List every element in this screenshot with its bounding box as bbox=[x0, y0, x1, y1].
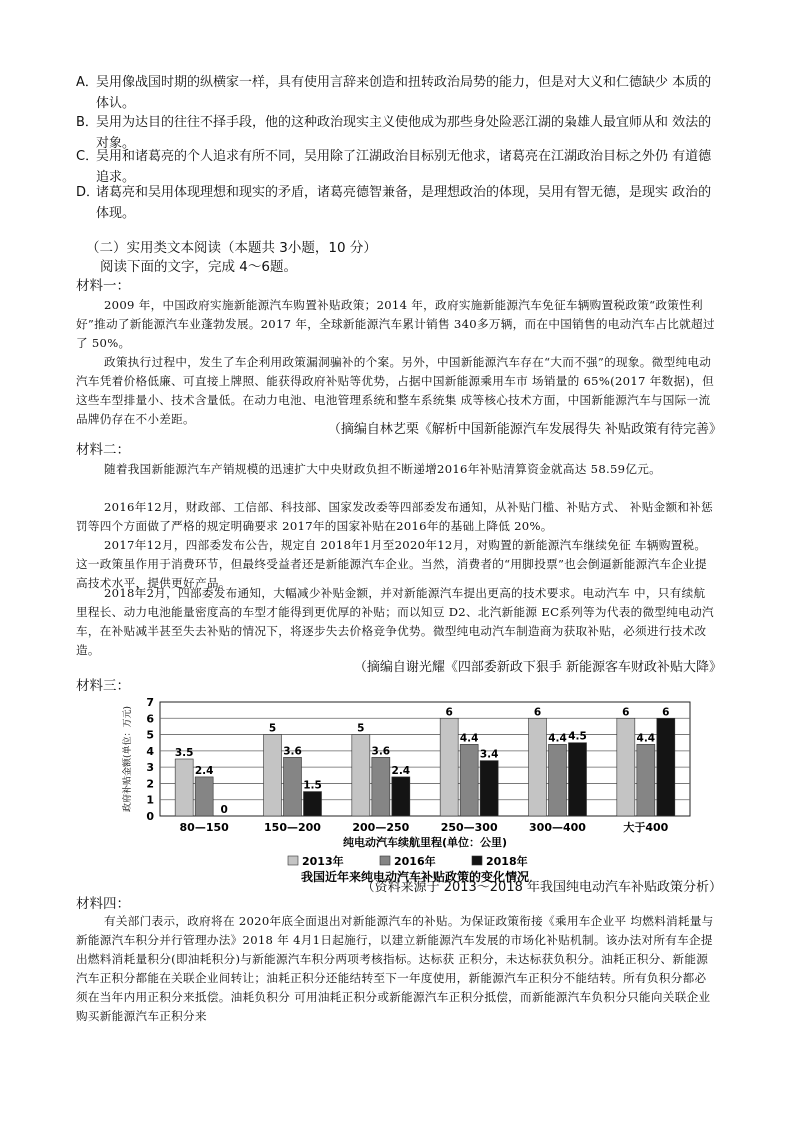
bar-2016年 bbox=[284, 757, 302, 816]
y-tick-label: 1 bbox=[146, 793, 154, 807]
y-tick-label: 3 bbox=[146, 761, 154, 775]
x-tick-label: 80—150 bbox=[179, 821, 229, 834]
material3-citation: （资料来源于 2013～2018 年我国纯电动汽车补贴政策分析） bbox=[361, 880, 722, 895]
subsidy-bar-chart bbox=[110, 694, 704, 884]
data-label: 3.5 bbox=[174, 747, 194, 759]
x-tick-label: 大于400 bbox=[623, 821, 669, 834]
bar-2016年 bbox=[549, 744, 567, 816]
material2-paragraph: 2016年12月，财政部、工信部、科技部、国家发改委等四部委发布通知，从补贴门槛、补贴方式、 补贴金额和补惩罚等四个方面做了严格的规定明确要求 2017年的国家补贴在2016年的基础上降低 20%。 bbox=[76, 500, 714, 533]
y-tick-label: 5 bbox=[146, 728, 154, 742]
data-label: 4.4 bbox=[548, 732, 567, 745]
data-label: 3.6 bbox=[283, 745, 302, 758]
bar-2018年 bbox=[392, 777, 410, 816]
data-label: 5 bbox=[268, 722, 277, 735]
bar-2018年 bbox=[657, 718, 675, 816]
bar-2013年 bbox=[617, 718, 635, 816]
x-tick-label: 200—250 bbox=[352, 821, 410, 834]
material1-label: 材料一： bbox=[76, 278, 130, 294]
data-label: 5 bbox=[357, 722, 365, 735]
data-label: 2.4 bbox=[194, 764, 214, 777]
option-letter: D． bbox=[76, 185, 100, 200]
material2-label: 材料二： bbox=[76, 442, 130, 458]
bar-2018年 bbox=[304, 792, 322, 816]
x-tick-label: 300—400 bbox=[529, 821, 586, 834]
legend-swatch bbox=[288, 856, 298, 865]
data-label: 0 bbox=[220, 804, 228, 816]
option-letter: B． bbox=[76, 115, 98, 130]
data-label: 2.4 bbox=[391, 764, 411, 777]
bar-2016年 bbox=[195, 777, 213, 816]
data-label: 6 bbox=[622, 706, 630, 719]
data-label: 4.5 bbox=[568, 730, 587, 743]
bar-2016年 bbox=[460, 744, 478, 816]
y-tick-label: 0 bbox=[146, 810, 154, 823]
data-label: 1.5 bbox=[303, 779, 322, 792]
data-label: 6 bbox=[662, 706, 670, 719]
y-tick-label: 2 bbox=[146, 777, 154, 791]
data-label: 6 bbox=[445, 706, 453, 719]
plot-area bbox=[160, 702, 690, 816]
data-label: 3.4 bbox=[479, 748, 499, 761]
data-label: 4.4 bbox=[636, 732, 656, 745]
data-label: 6 bbox=[533, 706, 542, 719]
x-tick-label: 150—200 bbox=[264, 821, 321, 834]
y-tick-label: 7 bbox=[146, 696, 154, 709]
bar-2018年 bbox=[480, 761, 498, 816]
legend-swatch bbox=[472, 856, 482, 865]
bar-2013年 bbox=[352, 735, 370, 816]
bar-2013年 bbox=[529, 718, 547, 816]
bar-2013年 bbox=[440, 718, 458, 816]
section-instruction: 阅读下面的文字，完成 4～6题。 bbox=[100, 259, 297, 275]
material2-paragraph: 2018年2月，四部委发布通知，大幅减少补贴金额，并对新能源汽车提出更高的技术要求。电动汽车 中，只有续航里程长、动力电池能量密度高的车型才能得到更优厚的补贴；而以知豆 D2、北汽新能源 EC系列等为代表的微型纯电动汽车，在补贴减半甚至失去补贴的情况下，将逐步失去价格竞争优势。微型纯电动汽车制造商为获取补贴，必须进行技术改造。 bbox=[76, 586, 714, 657]
option-text: 诸葛亮和吴用体现理想和现实的矛盾，诸葛亮德智兼备，是理想政治的体现，吴用有智无德，是现实 政治的体现。 bbox=[96, 185, 712, 221]
legend-swatch bbox=[380, 856, 390, 865]
bar-2016年 bbox=[372, 757, 390, 816]
option-text: 吴用和诸葛亮的个人追求有所不同，吴用除了江湖政治目标别无他求，诸葛亮在江湖政治目标之外仍 有道德追求。 bbox=[96, 149, 712, 185]
y-axis-label: 政府补贴金额(单位：万元) bbox=[123, 705, 133, 813]
material1-citation: （摘编自林艺栗《解析中国新能源汽车发展得失 补贴政策有待完善》 bbox=[327, 422, 722, 437]
material4-paragraph: 有关部门表示，政府将在 2020年底全面退出对新能源汽车的补贴。为保证政策衔接《乘用车企业平 均燃料消耗量与新能源汽车积分并行管理办法》2018 年 4月1日起施行，以建立新能源汽车发展的市场化补贴机制。该办法对所有车企提出燃料消耗量积分(即油耗积分)与新能源汽车积分两项考核指标。达标获 正积分，未达标获负积分。油耗正积分、新能源汽车正积分都能在关联企业间转让；油耗正积分还能结转至下一年度使用，新能源汽车正积分不能结转。所有负积分都必须在当年内用正积分来抵偿。油耗负积分 可用油耗正积分或新能源汽车正积分抵偿，而新能源汽车负积分只能向关联企业购买新能源汽车正积分来 bbox=[76, 914, 714, 1023]
option-text: 吴用像战国时期的纵横家一样，具有使用言辞来创造和扭转政治局势的能力，但是对大义和仁德缺少 本质的体认。 bbox=[96, 75, 712, 111]
data-label: 4.4 bbox=[459, 732, 479, 745]
bar-2016年 bbox=[637, 744, 655, 816]
x-axis-label: 纯电动汽车续航里程(单位：公里) bbox=[342, 836, 508, 849]
option-text: 吴用为达目的往往不择手段，他的这种政治现实主义使他成为那些身处险恶江湖的枭雄人最宜师从和 效法的对象。 bbox=[96, 115, 712, 151]
bar-2013年 bbox=[175, 759, 193, 816]
option-a bbox=[76, 72, 716, 114]
bar-2013年 bbox=[264, 735, 282, 816]
option-letter: C． bbox=[76, 149, 99, 164]
material1-paragraph: 政策执行过程中，发生了车企利用政策漏洞骗补的个案。另外，中国新能源汽车存在“大而不强”的现象。微型纯电动汽车凭着价格低廉、可直接上牌照、能获得政府补贴等优势，占据中国新能源乘用车市 场销量的 65%(2017 年数据)，但这些车型排量小、技术含量低。在动力电池、电池管理系统和整车系统集 成等核心技术方面，中国新能源汽车与国际一流品牌仍存在不小差距。 bbox=[76, 355, 714, 426]
data-label: 3.6 bbox=[371, 745, 391, 758]
material2-citation: （摘编自谢光耀《四部委新政下狠手 新能源客车财政补贴大降》 bbox=[353, 660, 722, 675]
chart-title: 我国近年来纯电动汽车补贴政策的变化情况 bbox=[300, 870, 530, 884]
material4-label: 材料四： bbox=[76, 896, 130, 912]
option-letter: A． bbox=[76, 75, 98, 90]
section-title: （二）实用类文本阅读（本题共 3小题，10 分） bbox=[86, 240, 377, 256]
bar-2018年 bbox=[569, 743, 587, 816]
material2-paragraph: 2017年12月，四部委发布公告，规定自 2018年1月至2020年12月，对购置的新能源汽车继续免征 车辆购置税。这一政策虽作用于消费环节，但最终受益者还是新能源汽车企业。当然，消费者的“用脚投票”也会倒逼新能源汽车企业提高技术水平，提供更好产品。 bbox=[76, 538, 707, 590]
material3-label: 材料三： bbox=[76, 678, 130, 694]
legend-label: 2016年 bbox=[394, 855, 436, 868]
legend-label: 2018年 bbox=[486, 855, 528, 868]
material2-paragraph: 随着我国新能源汽车产销规模的迅速扩大中央财政负担不断递增2016年补贴清算资金就高达 58.59亿元。 bbox=[104, 462, 662, 476]
material1-paragraph: 2009 年，中国政府实施新能源汽车购置补贴政策；2014 年，政府实施新能源汽车免征车辆购置税政策“政策性利好”推动了新能源汽车业蓬勃发展。2017 年，全球新能源汽车累计销售 340多万辆，而在中国销售的电动汽车占比就超过了 50%。 bbox=[76, 298, 715, 350]
option-d bbox=[76, 182, 716, 224]
legend-label: 2013年 bbox=[302, 855, 344, 868]
y-tick-label: 6 bbox=[146, 712, 154, 726]
x-tick-label: 250—300 bbox=[440, 821, 498, 834]
y-tick-label: 4 bbox=[146, 744, 154, 758]
